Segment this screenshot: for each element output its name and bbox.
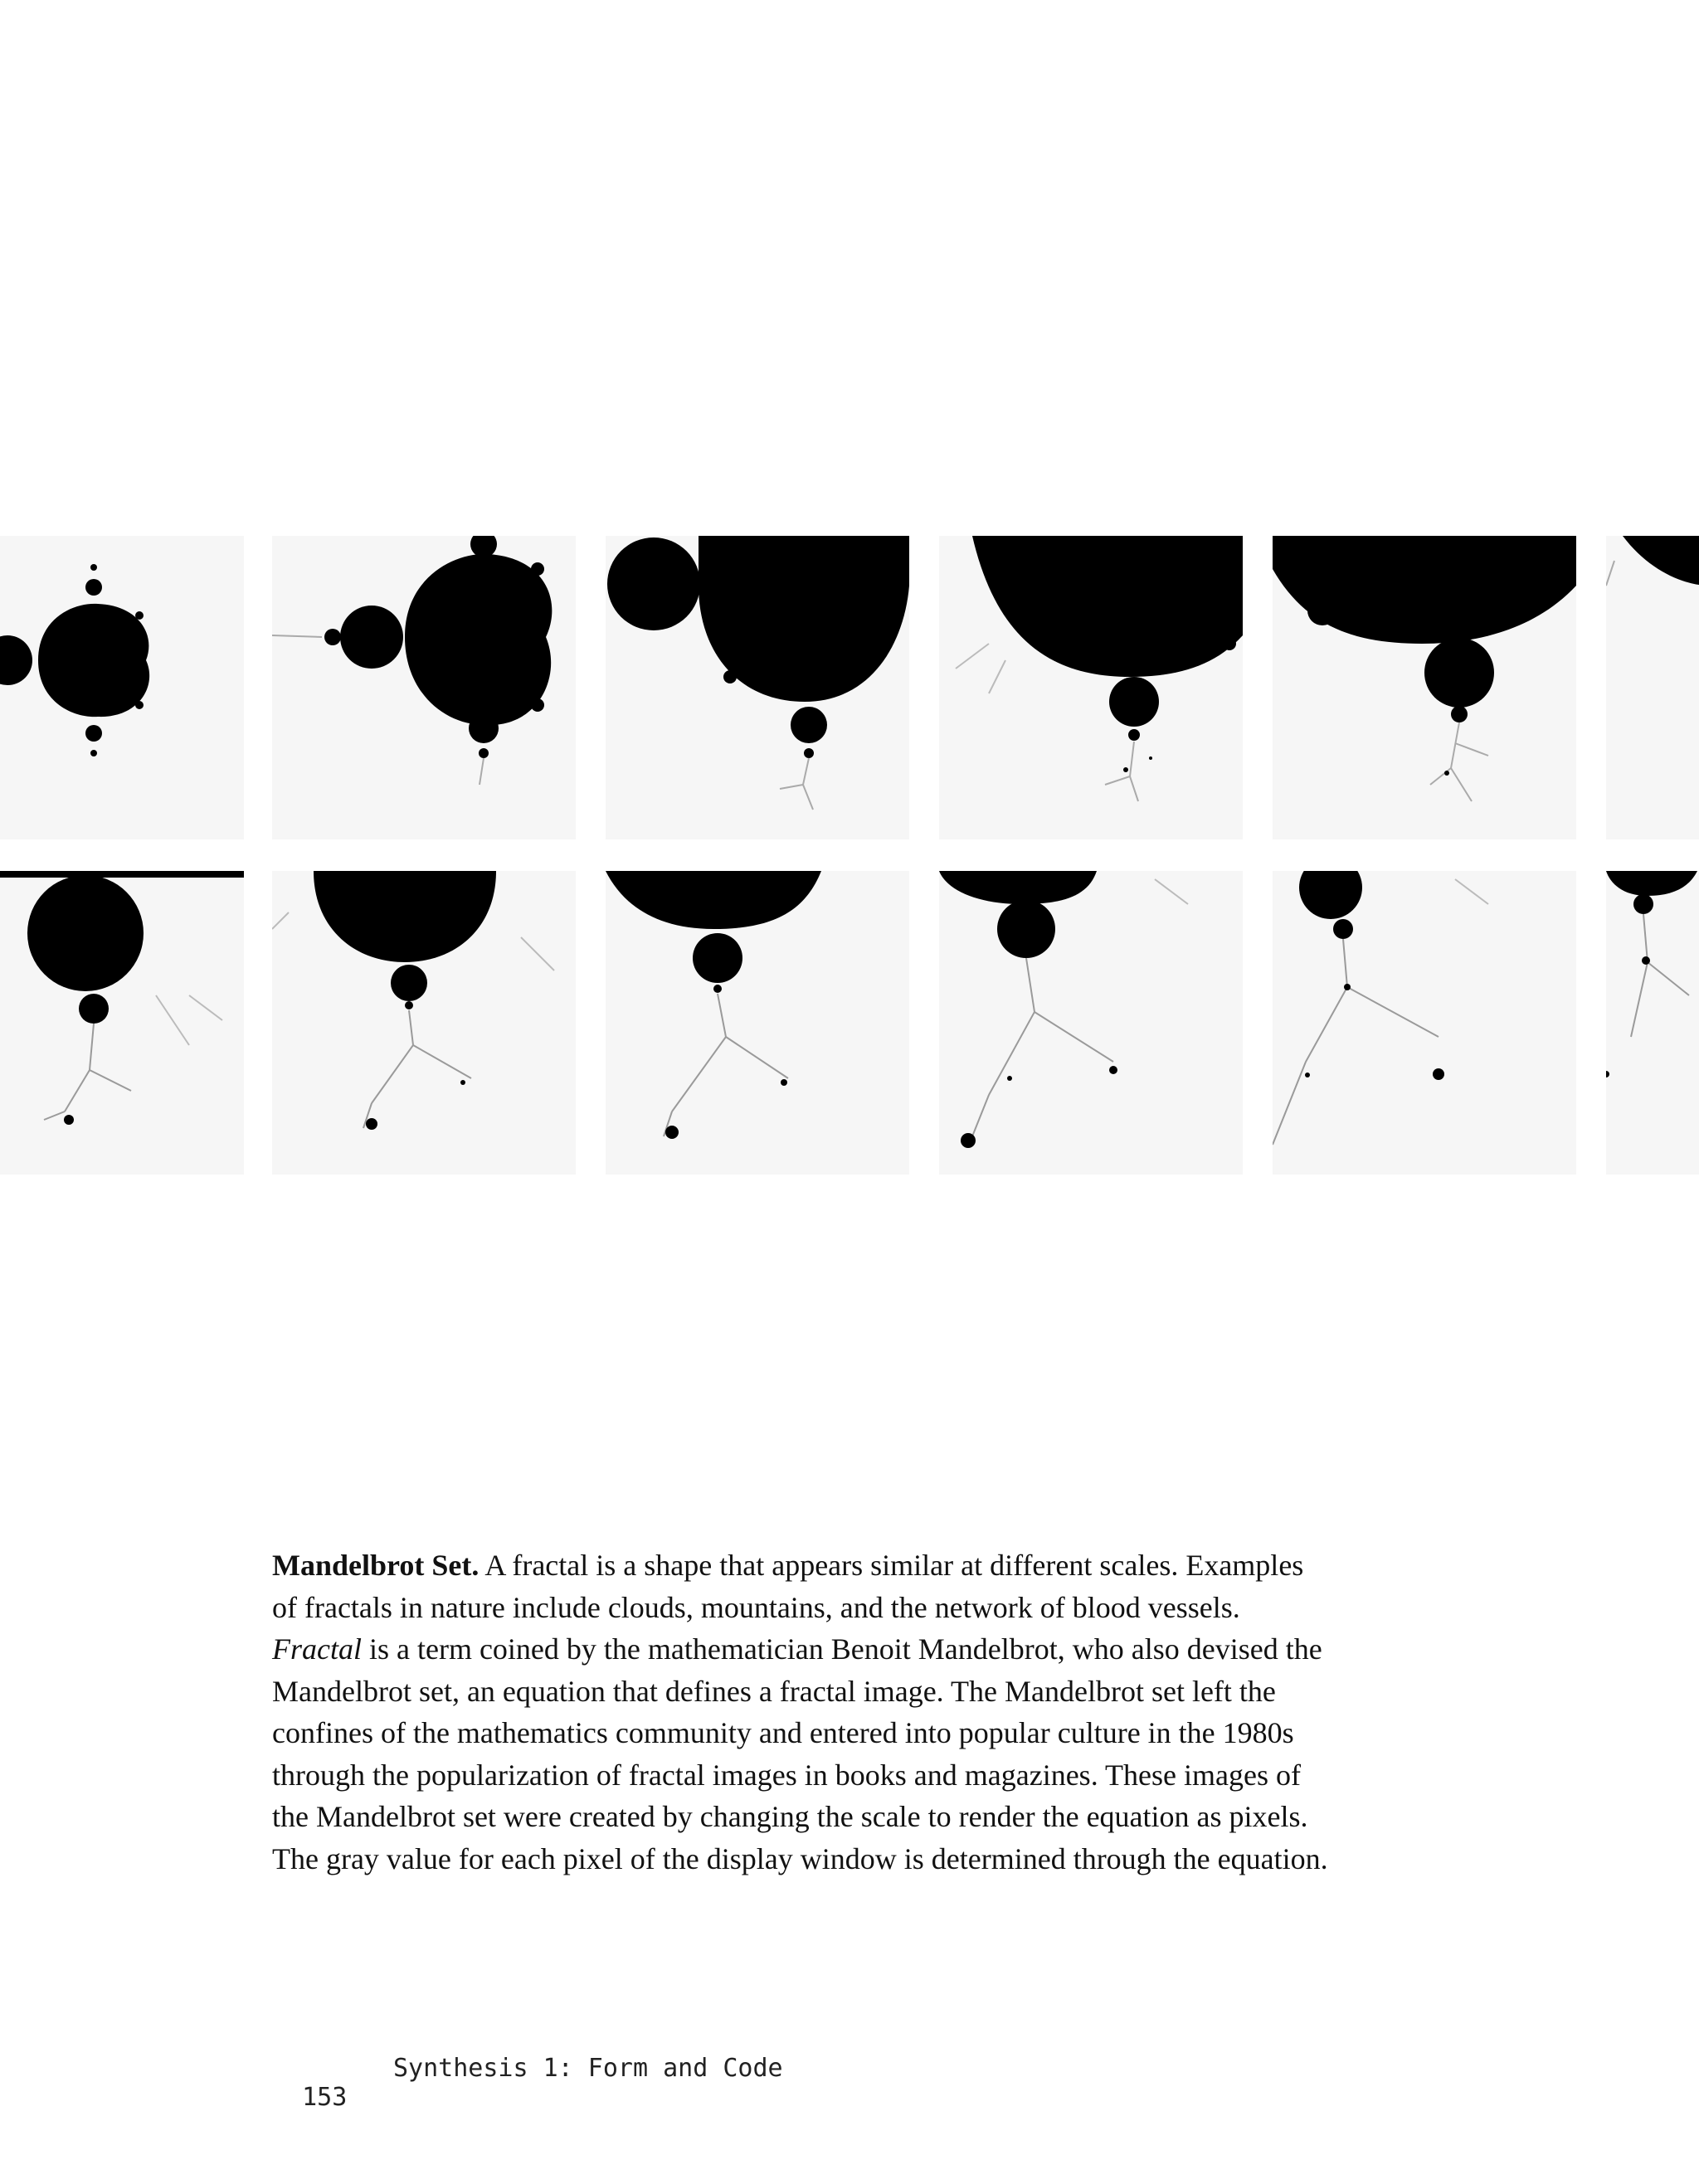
fractal-tile-r1-4: [939, 536, 1243, 839]
fractal-tile-r1-5: [1273, 536, 1576, 839]
fractal-tile-r1-2: [272, 536, 576, 839]
caption-term: Fractal: [272, 1632, 362, 1666]
page-number: 153: [302, 2083, 348, 2112]
caption-text: through the popularization of fractal images in books and magazines. These images of: [272, 1758, 1301, 1792]
mandelbrot-image: [939, 871, 1243, 1175]
figure-caption: [272, 1544, 1516, 1880]
page-footer: [272, 2054, 783, 2141]
running-title: Synthesis 1: Form and Code: [393, 2054, 783, 2083]
caption-text: A fractal is a shape that appears similar at different scales. Examples: [479, 1549, 1304, 1582]
fractal-tile-r2-3: [606, 871, 909, 1175]
mandelbrot-image: [1273, 871, 1576, 1175]
mandelbrot-image: [272, 871, 576, 1175]
fractal-tile-r1-1: [0, 536, 244, 839]
fractal-tile-r2-2: [272, 871, 576, 1175]
fractal-tile-r2-5: [1273, 871, 1576, 1175]
caption-text: The gray value for each pixel of the display window is determined through the equation.: [272, 1841, 1328, 1875]
mandelbrot-image: [0, 536, 244, 839]
caption-text: is a term coined by the mathematician Benoit Mandelbrot, who also devised the: [361, 1632, 1322, 1666]
mandelbrot-image: [1273, 536, 1576, 839]
mandelbrot-image: [1606, 871, 1699, 1175]
fractal-tile-r2-1: [0, 871, 244, 1175]
mandelbrot-image: [1606, 536, 1699, 839]
mandelbrot-image: [606, 536, 909, 839]
caption-text: of fractals in nature include clouds, mountains, and the network of blood vessels.: [272, 1590, 1240, 1624]
caption-text: confines of the mathematics community and entered into popular culture in the 1980s: [272, 1716, 1294, 1749]
mandelbrot-image: [939, 536, 1243, 839]
mandelbrot-image: [272, 536, 576, 839]
mandelbrot-image: [0, 871, 244, 1175]
fractal-tile-r2-6: [1606, 871, 1699, 1175]
fractal-tile-r2-4: [939, 871, 1243, 1175]
caption-text: Mandelbrot set, an equation that defines a fractal image. The Mandelbrot set left the: [272, 1674, 1276, 1708]
fractal-tile-r1-6: [1606, 536, 1699, 839]
caption-text: the Mandelbrot set were created by changing the scale to render the equation as pixels.: [272, 1800, 1308, 1833]
caption-lead: Mandelbrot Set.: [272, 1549, 480, 1582]
fractal-tile-r1-3: [606, 536, 909, 839]
mandelbrot-image: [606, 871, 909, 1175]
